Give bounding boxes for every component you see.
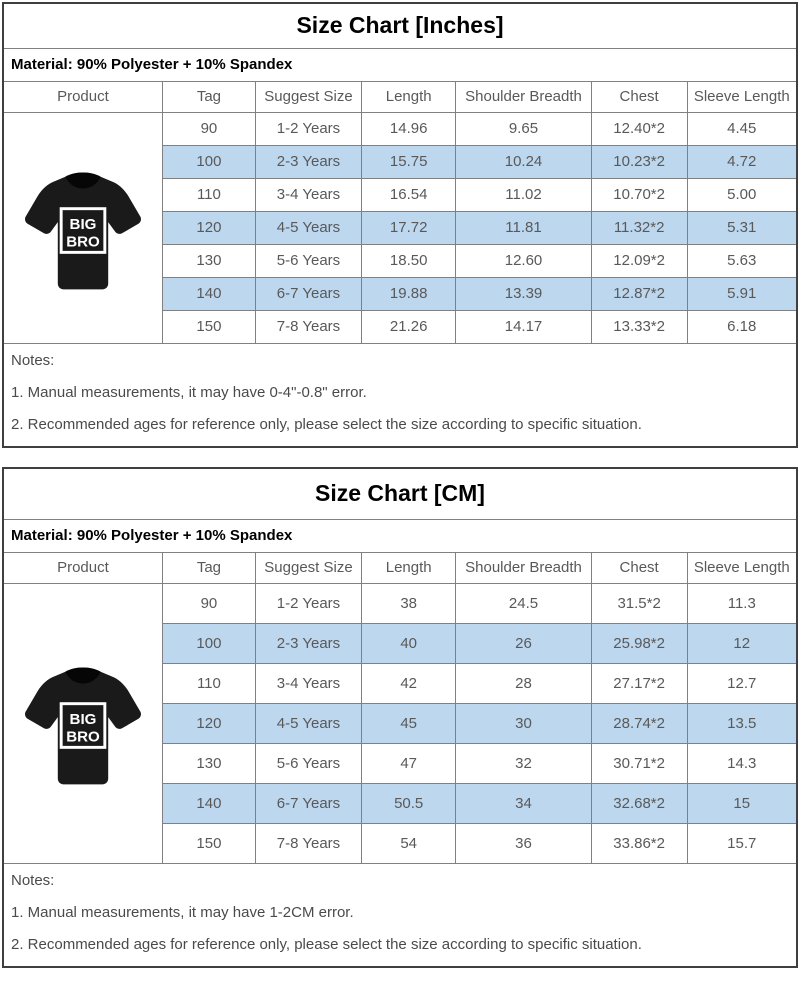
- print-text-line2: BRO: [66, 233, 100, 251]
- cell-shoulder-breadth: 14.17: [456, 310, 591, 343]
- cell-sleeve-length: 11.3: [687, 583, 796, 623]
- cell-shoulder-breadth: 10.24: [456, 145, 591, 178]
- cell-shoulder-breadth: 12.60: [456, 244, 591, 277]
- cell-sleeve-length: 12.7: [687, 663, 796, 703]
- cell-length: 17.72: [362, 211, 456, 244]
- material-note: Material: 90% Polyester + 10% Spandex: [4, 520, 796, 553]
- cell-shoulder-breadth: 11.81: [456, 211, 591, 244]
- col-header-tag: Tag: [162, 553, 255, 583]
- cell-sleeve-length: 5.91: [687, 277, 796, 310]
- cell-suggest-size: 3-4 Years: [255, 178, 361, 211]
- notes-section: [4, 863, 796, 966]
- cell-length: 14.96: [362, 112, 456, 145]
- cell-suggest-size: 7-8 Years: [255, 310, 361, 343]
- cell-tag: 130: [162, 743, 255, 783]
- col-header-suggest-size: Suggest Size: [255, 82, 361, 112]
- cell-suggest-size: 1-2 Years: [255, 112, 361, 145]
- cell-tag: 140: [162, 277, 255, 310]
- cell-sleeve-length: 13.5: [687, 703, 796, 743]
- cell-length: 42: [362, 663, 456, 703]
- cell-length: 18.50: [362, 244, 456, 277]
- table-body: [4, 583, 796, 863]
- cell-suggest-size: 3-4 Years: [255, 663, 361, 703]
- cell-shoulder-breadth: 34: [456, 783, 591, 823]
- cell-length: 21.26: [362, 310, 456, 343]
- header-row: [4, 553, 796, 583]
- tshirt-big-bro-image: [20, 659, 146, 787]
- col-header-shoulder-breadth: Shoulder Breadth: [456, 82, 591, 112]
- cell-length: 40: [362, 623, 456, 663]
- product-image-cell: [4, 112, 162, 343]
- col-header-sleeve-length: Sleeve Length: [687, 82, 796, 112]
- cell-shoulder-breadth: 11.02: [456, 178, 591, 211]
- cell-sleeve-length: 5.63: [687, 244, 796, 277]
- cell-chest: 12.40*2: [591, 112, 687, 145]
- print-text-line2: BRO: [66, 728, 100, 746]
- header-row: [4, 82, 796, 112]
- cell-length: 50.5: [362, 783, 456, 823]
- note-line-1: 1. Manual measurements, it may have 0-4"-0.8" error.: [11, 384, 367, 401]
- cell-suggest-size: 2-3 Years: [255, 623, 361, 663]
- cell-tag: 150: [162, 310, 255, 343]
- cell-sleeve-length: 4.45: [687, 112, 796, 145]
- cell-suggest-size: 4-5 Years: [255, 703, 361, 743]
- cell-length: 47: [362, 743, 456, 783]
- cell-chest: 12.09*2: [591, 244, 687, 277]
- cell-sleeve-length: 5.31: [687, 211, 796, 244]
- cell-tag: 90: [162, 112, 255, 145]
- table-row: [4, 112, 796, 145]
- col-header-product: Product: [4, 553, 162, 583]
- col-header-chest: Chest: [591, 553, 687, 583]
- cell-shoulder-breadth: 26: [456, 623, 591, 663]
- cell-chest: 32.68*2: [591, 783, 687, 823]
- cell-shoulder-breadth: 28: [456, 663, 591, 703]
- table-title-inches: Size Chart [Inches]: [4, 4, 796, 49]
- size-table-cm: [4, 553, 796, 863]
- notes-section: [4, 343, 796, 446]
- cell-length: 45: [362, 703, 456, 743]
- col-header-length: Length: [362, 553, 456, 583]
- cell-tag: 110: [162, 663, 255, 703]
- size-chart-inches: [2, 2, 798, 448]
- table-title-cm: Size Chart [CM]: [4, 469, 796, 520]
- cell-chest: 12.87*2: [591, 277, 687, 310]
- col-header-suggest-size: Suggest Size: [255, 553, 361, 583]
- note-line-1: 1. Manual measurements, it may have 1-2CM error.: [11, 904, 354, 921]
- cell-tag: 100: [162, 145, 255, 178]
- cell-shoulder-breadth: 24.5: [456, 583, 591, 623]
- cell-tag: 90: [162, 583, 255, 623]
- cell-shoulder-breadth: 32: [456, 743, 591, 783]
- material-note: Material: 90% Polyester + 10% Spandex: [4, 49, 796, 82]
- cell-length: 54: [362, 823, 456, 863]
- cell-suggest-size: 1-2 Years: [255, 583, 361, 623]
- cell-tag: 140: [162, 783, 255, 823]
- cell-chest: 28.74*2: [591, 703, 687, 743]
- cell-sleeve-length: 14.3: [687, 743, 796, 783]
- col-header-product: Product: [4, 82, 162, 112]
- col-header-sleeve-length: Sleeve Length: [687, 553, 796, 583]
- notes-heading: Notes:: [11, 352, 55, 369]
- product-image-cell: [4, 583, 162, 863]
- cell-suggest-size: 7-8 Years: [255, 823, 361, 863]
- product-photo: [5, 659, 161, 787]
- cell-suggest-size: 6-7 Years: [255, 277, 361, 310]
- cell-tag: 130: [162, 244, 255, 277]
- cell-chest: 27.17*2: [591, 663, 687, 703]
- cell-length: 16.54: [362, 178, 456, 211]
- cell-suggest-size: 4-5 Years: [255, 211, 361, 244]
- col-header-chest: Chest: [591, 82, 687, 112]
- cell-length: 19.88: [362, 277, 456, 310]
- cell-sleeve-length: 4.72: [687, 145, 796, 178]
- cell-chest: 25.98*2: [591, 623, 687, 663]
- notes-heading: Notes:: [11, 872, 55, 889]
- cell-chest: 13.33*2: [591, 310, 687, 343]
- size-chart-page: [2, 0, 798, 968]
- cell-shoulder-breadth: 36: [456, 823, 591, 863]
- cell-shoulder-breadth: 30: [456, 703, 591, 743]
- size-chart-cm: [2, 467, 798, 968]
- col-header-shoulder-breadth: Shoulder Breadth: [456, 553, 591, 583]
- cell-chest: 11.32*2: [591, 211, 687, 244]
- cell-chest: 10.23*2: [591, 145, 687, 178]
- cell-chest: 10.70*2: [591, 178, 687, 211]
- cell-chest: 33.86*2: [591, 823, 687, 863]
- cell-tag: 110: [162, 178, 255, 211]
- cell-sleeve-length: 5.00: [687, 178, 796, 211]
- product-photo: [5, 164, 161, 292]
- cell-length: 15.75: [362, 145, 456, 178]
- cell-suggest-size: 5-6 Years: [255, 743, 361, 783]
- cell-sleeve-length: 15: [687, 783, 796, 823]
- cell-chest: 31.5*2: [591, 583, 687, 623]
- cell-shoulder-breadth: 9.65: [456, 112, 591, 145]
- table-body: [4, 112, 796, 343]
- tshirt-big-bro-image: [20, 164, 146, 292]
- size-table-inches: [4, 82, 796, 343]
- cell-chest: 30.71*2: [591, 743, 687, 783]
- cell-sleeve-length: 15.7: [687, 823, 796, 863]
- cell-tag: 150: [162, 823, 255, 863]
- col-header-length: Length: [362, 82, 456, 112]
- cell-length: 38: [362, 583, 456, 623]
- cell-tag: 100: [162, 623, 255, 663]
- note-line-2: 2. Recommended ages for reference only, please select the size according to specific situation.: [11, 416, 642, 433]
- cell-tag: 120: [162, 211, 255, 244]
- cell-suggest-size: 2-3 Years: [255, 145, 361, 178]
- print-text-line1: BIG: [69, 215, 97, 233]
- cell-suggest-size: 5-6 Years: [255, 244, 361, 277]
- cell-sleeve-length: 6.18: [687, 310, 796, 343]
- cell-suggest-size: 6-7 Years: [255, 783, 361, 823]
- cell-shoulder-breadth: 13.39: [456, 277, 591, 310]
- table-row: [4, 583, 796, 623]
- col-header-tag: Tag: [162, 82, 255, 112]
- note-line-2: 2. Recommended ages for reference only, please select the size according to specific situation.: [11, 936, 642, 953]
- cell-tag: 120: [162, 703, 255, 743]
- cell-sleeve-length: 12: [687, 623, 796, 663]
- print-text-line1: BIG: [69, 711, 97, 729]
